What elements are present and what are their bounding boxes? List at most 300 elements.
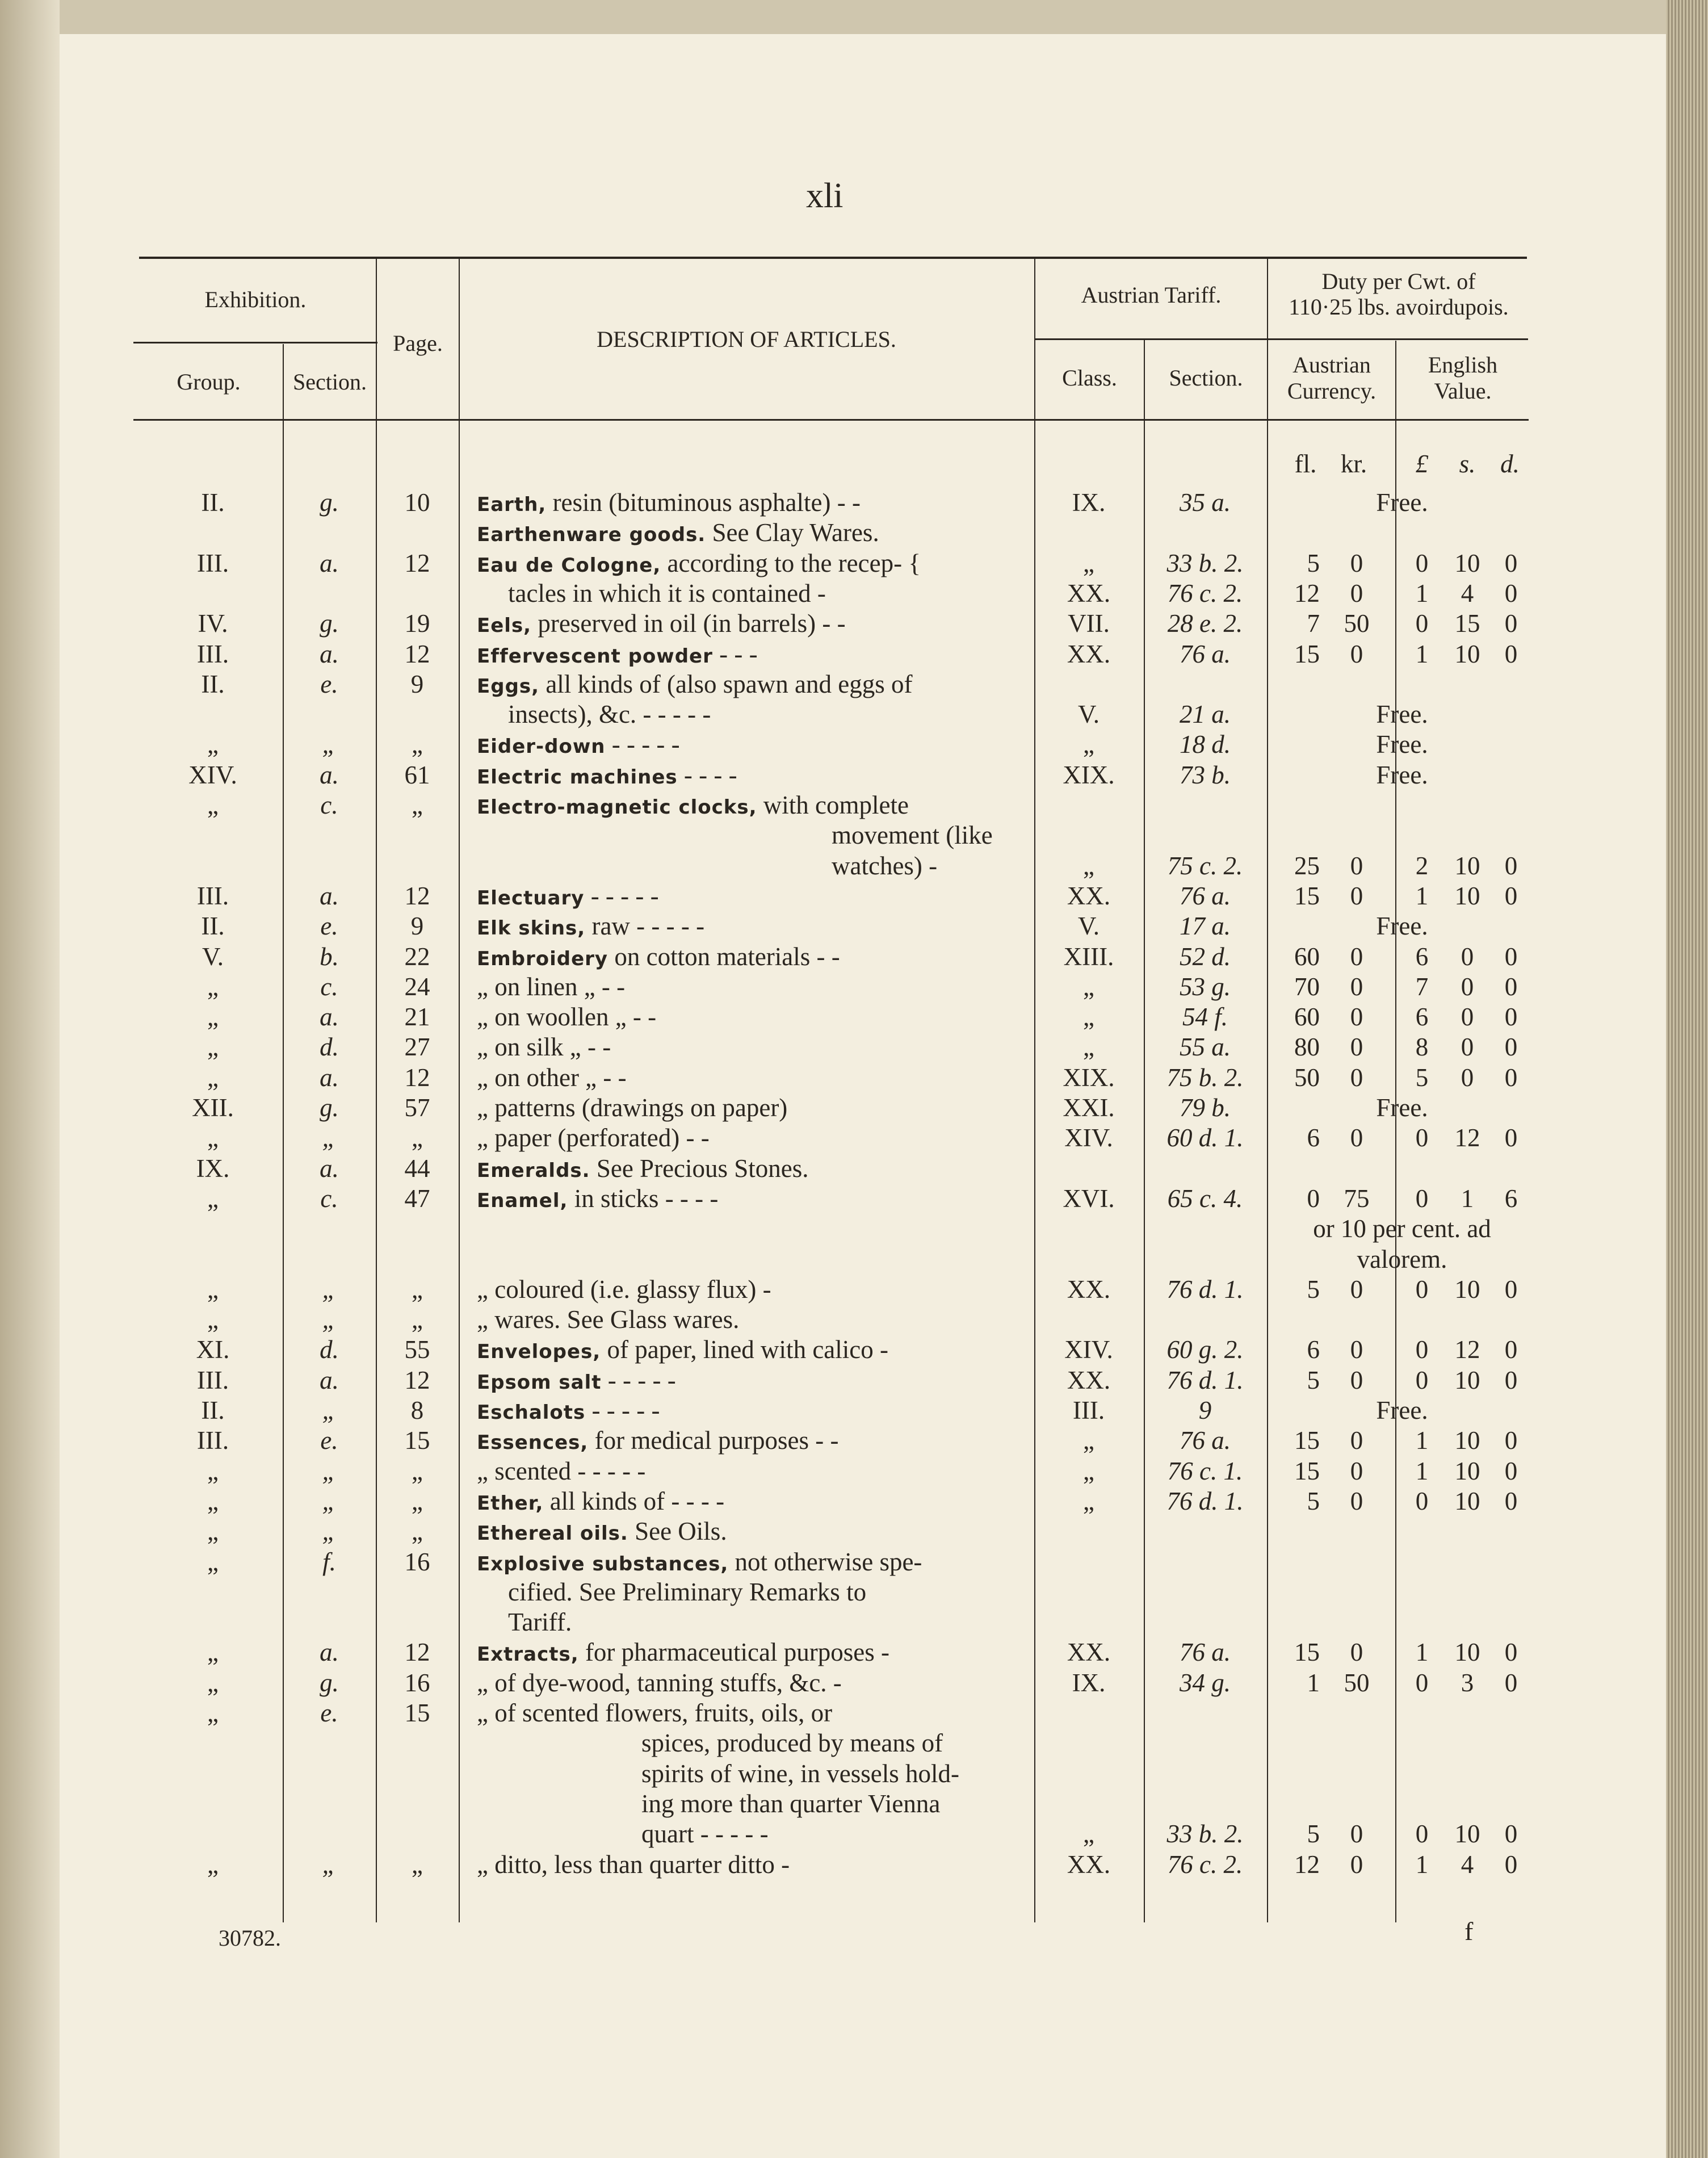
row-description [477, 971, 625, 1004]
row-page: 61 [404, 761, 430, 789]
row-section: f. [322, 1548, 336, 1576]
row-pence: 0 [1504, 1638, 1518, 1666]
row-term: Embroidery [477, 948, 608, 970]
row-group: III. [196, 882, 229, 910]
row-term-text: quart - - - - - [641, 1820, 769, 1848]
row-description [477, 1153, 809, 1186]
row-tariff-section: 76 a. [1180, 1426, 1231, 1455]
row-description [477, 1516, 727, 1549]
row-pounds: 0 [1415, 1366, 1429, 1394]
row-group: „ [207, 1850, 219, 1879]
row-pence: 0 [1504, 1335, 1518, 1364]
row-section: „ [322, 1487, 337, 1515]
row-kreuzer: 0 [1350, 973, 1363, 1001]
row-term-text: „ on silk „ - - [477, 1033, 611, 1061]
row-kreuzer: 0 [1350, 579, 1363, 607]
row-pounds: 6 [1415, 1003, 1429, 1031]
header-mid-rule-right [1034, 338, 1528, 340]
row-page: 57 [404, 1093, 430, 1122]
row-pounds: 5 [1415, 1063, 1429, 1092]
row-duty-note: Free. [1376, 730, 1428, 759]
row-term-text: spirits of wine, in vessels hold- [641, 1759, 959, 1788]
row-duty-note: Free. [1376, 488, 1428, 517]
row-description [477, 1183, 718, 1216]
row-section: e. [320, 1699, 338, 1727]
row-pounds: 0 [1415, 1669, 1429, 1697]
row-kreuzer: 0 [1350, 640, 1363, 668]
row-shillings: 0 [1461, 1063, 1474, 1092]
row-florins: 7 [1307, 609, 1320, 638]
row-florins: 5 [1307, 1487, 1320, 1515]
row-page: 15 [404, 1699, 430, 1727]
header-duty-line2: 110·25 lbs. avoirdupois. [1289, 294, 1509, 320]
col-rule-class [1034, 257, 1035, 1922]
header-section: Section. [293, 369, 367, 395]
row-page: 22 [404, 942, 430, 971]
row-shillings: 10 [1454, 1426, 1480, 1455]
row-pounds: 0 [1415, 1184, 1429, 1213]
row-tariff-section: 76 a. [1180, 882, 1231, 910]
row-tariff-section: 53 g. [1180, 973, 1231, 1001]
row-page: „ [412, 1124, 423, 1152]
row-duty-note: Free. [1376, 912, 1428, 940]
row-term-text: - - - - - [591, 1396, 660, 1424]
row-pence: 0 [1504, 1487, 1518, 1515]
row-section: e. [320, 670, 338, 698]
row-section: e. [320, 912, 338, 940]
row-page: „ [412, 1517, 423, 1545]
row-florins: 70 [1294, 973, 1320, 1001]
row-kreuzer: 0 [1350, 942, 1363, 971]
row-duty-note: valorem. [1357, 1245, 1447, 1273]
row-section: a. [320, 1366, 339, 1394]
row-pounds: 1 [1415, 882, 1429, 910]
row-page: „ [412, 1457, 423, 1485]
row-class: XIII. [1063, 942, 1114, 971]
row-class: VII. [1068, 609, 1110, 638]
row-page: 55 [404, 1335, 430, 1364]
header-page: Page. [393, 330, 443, 356]
row-description [641, 1818, 769, 1851]
row-kreuzer: 0 [1350, 1820, 1363, 1848]
row-term-text: on cotton materials - - [614, 942, 840, 971]
row-kreuzer: 0 [1350, 852, 1363, 880]
row-tariff-section: 76 d. 1. [1166, 1275, 1244, 1304]
row-shillings: 10 [1454, 882, 1480, 910]
row-pounds: 1 [1415, 1426, 1429, 1455]
row-term-text: „ paper (perforated) - - [477, 1124, 710, 1152]
row-tariff-section: 65 c. 4. [1167, 1184, 1243, 1213]
row-pounds: 7 [1415, 973, 1429, 1001]
row-florins: 0 [1307, 1184, 1320, 1213]
col-rule-tsection [1144, 338, 1145, 1922]
row-tariff-section: 34 g. [1180, 1669, 1231, 1697]
row-kreuzer: 50 [1344, 1669, 1370, 1697]
row-pence: 0 [1504, 1457, 1518, 1485]
row-group: II. [201, 912, 225, 940]
row-description [641, 1758, 959, 1791]
row-pounds: 1 [1415, 1638, 1429, 1666]
row-description [832, 820, 993, 853]
page-gutter [0, 0, 60, 2158]
row-page: 12 [404, 549, 430, 577]
row-class: XX. [1067, 1850, 1111, 1879]
row-page: 9 [410, 912, 424, 940]
page-edges [1666, 0, 1708, 2158]
row-shillings: 10 [1454, 1638, 1480, 1666]
row-section: „ [322, 1305, 337, 1334]
row-kreuzer: 0 [1350, 1487, 1363, 1515]
row-page: 12 [404, 1063, 430, 1092]
row-term-text: tacles in which it is contained - [508, 579, 826, 607]
row-tariff-section: 76 c. 2. [1167, 579, 1243, 607]
col-rule-desc [459, 257, 460, 1922]
row-class: XIV. [1064, 1335, 1113, 1364]
col-rule-page [376, 257, 377, 1922]
row-page: 21 [404, 1003, 430, 1031]
row-page: 9 [410, 670, 424, 698]
row-description [477, 1032, 611, 1065]
row-class: „ [1083, 1820, 1094, 1848]
row-section: „ [322, 1396, 337, 1424]
row-section: a. [320, 640, 339, 668]
row-pounds: 1 [1415, 1850, 1429, 1879]
row-section: g. [320, 488, 339, 517]
unit-kr: kr. [1340, 450, 1367, 478]
row-description [477, 790, 909, 823]
row-description [477, 1334, 888, 1367]
row-class: XIX. [1063, 761, 1115, 789]
row-term: Emeralds. [477, 1159, 590, 1182]
row-group: „ [207, 1063, 219, 1092]
row-term-text: with complete [763, 791, 909, 819]
row-group: III. [196, 1426, 229, 1455]
header-tariff-section: Section. [1169, 365, 1243, 391]
row-group: „ [207, 1487, 219, 1515]
row-class: XX. [1067, 1366, 1111, 1394]
row-group: „ [207, 1003, 219, 1031]
row-pounds: 6 [1415, 942, 1429, 971]
header-mid-rule-left [133, 342, 377, 343]
row-term-text: - - - - - [611, 730, 680, 759]
row-class: III. [1072, 1396, 1105, 1424]
row-shillings: 0 [1461, 1033, 1474, 1061]
row-shillings: 0 [1461, 973, 1474, 1001]
row-description [477, 1395, 660, 1428]
row-group: IX. [196, 1154, 230, 1183]
row-florins: 5 [1307, 1366, 1320, 1394]
row-class: IX. [1072, 488, 1106, 517]
row-description [477, 1274, 771, 1307]
row-group: III. [196, 549, 229, 577]
row-class: IX. [1072, 1669, 1106, 1697]
row-term: Electric machines [477, 766, 678, 789]
page-folio: xli [806, 177, 843, 215]
row-group: „ [207, 1638, 219, 1666]
row-term-text: for medical purposes - - [594, 1426, 839, 1455]
row-pounds: 1 [1415, 640, 1429, 668]
row-florins: 12 [1294, 1850, 1320, 1879]
row-pence: 0 [1504, 1669, 1518, 1697]
row-description [477, 639, 758, 672]
row-term: Earth, [477, 493, 547, 516]
row-shillings: 10 [1454, 640, 1480, 668]
row-term-text: See Clay Wares. [712, 518, 879, 547]
row-kreuzer: 0 [1350, 1638, 1363, 1666]
row-tariff-section: 35 a. [1180, 488, 1231, 517]
row-tariff-section: 73 b. [1180, 761, 1231, 789]
row-pounds: 8 [1415, 1033, 1429, 1061]
row-group: XII. [192, 1093, 234, 1122]
row-term-text: cified. See Preliminary Remarks to [508, 1578, 867, 1606]
row-term-text: in sticks - - - - [574, 1184, 719, 1213]
row-tariff-section: 55 a. [1180, 1033, 1231, 1061]
row-shillings: 1 [1461, 1184, 1474, 1213]
row-tariff-section: 76 c. 2. [1167, 1850, 1243, 1879]
row-description [641, 1788, 940, 1821]
row-class: XXI. [1063, 1093, 1115, 1122]
row-tariff-section: 9 [1198, 1396, 1212, 1424]
row-description [477, 1486, 724, 1519]
row-term: Ether, [477, 1492, 544, 1515]
row-description [641, 1728, 943, 1761]
row-shillings: 0 [1461, 942, 1474, 971]
row-pence: 0 [1504, 1063, 1518, 1092]
row-page: 16 [404, 1669, 430, 1697]
row-section: b. [320, 942, 339, 971]
row-kreuzer: 0 [1350, 549, 1363, 577]
row-term-text: „ ditto, less than quarter ditto - [477, 1850, 790, 1879]
row-description [477, 517, 879, 550]
row-page: 19 [404, 609, 430, 638]
row-term-text: „ coloured (i.e. glassy flux) - [477, 1275, 771, 1304]
row-page: „ [412, 1487, 423, 1515]
row-tariff-section: 75 c. 2. [1167, 852, 1243, 880]
row-group: II. [201, 1396, 225, 1424]
row-class: XX. [1067, 579, 1111, 607]
row-kreuzer: 0 [1350, 1033, 1363, 1061]
row-pence: 0 [1504, 609, 1518, 638]
unit-shillings: s. [1459, 450, 1476, 478]
row-term-text: resin (bituminous asphalte) - - [552, 488, 861, 517]
row-pounds: 0 [1415, 1820, 1429, 1848]
row-page: 12 [404, 640, 430, 668]
row-pounds: 2 [1415, 852, 1429, 880]
row-description [508, 1577, 866, 1610]
row-description [477, 1002, 656, 1034]
row-term: Explosive substances, [477, 1553, 729, 1575]
row-page: „ [412, 791, 423, 819]
row-class: „ [1083, 973, 1094, 1001]
row-pounds: 1 [1415, 1457, 1429, 1485]
row-duty-note: Free. [1376, 1093, 1428, 1122]
row-term: Enamel, [477, 1189, 568, 1212]
header-duty-line1: Duty per Cwt. of [1321, 269, 1476, 294]
row-pence: 0 [1504, 882, 1518, 910]
row-term-text: „ of scented flowers, fruits, oils, or [477, 1699, 833, 1727]
row-term-text: „ of dye-wood, tanning stuffs, &c. - [477, 1669, 842, 1697]
row-tariff-section: 75 b. 2. [1166, 1063, 1244, 1092]
row-description [477, 1304, 739, 1337]
row-florins: 15 [1294, 1426, 1320, 1455]
row-description [832, 850, 937, 883]
unit-pence: d. [1500, 450, 1520, 478]
row-kreuzer: 0 [1350, 882, 1363, 910]
row-duty-note: Free. [1376, 1396, 1428, 1424]
row-section: g. [320, 609, 339, 638]
header-exhibition: Exhibition. [204, 287, 307, 312]
row-shillings: 10 [1454, 549, 1480, 577]
unit-pound: £ [1415, 450, 1429, 478]
row-pounds: 0 [1415, 549, 1429, 577]
row-group: II. [201, 670, 225, 698]
row-term-text: - - - - [683, 761, 737, 789]
row-description [477, 729, 680, 762]
row-tariff-section: 18 d. [1180, 730, 1231, 759]
row-kreuzer: 75 [1344, 1184, 1370, 1213]
row-section: a. [320, 1063, 339, 1092]
row-term-text: „ scented - - - - - [477, 1457, 646, 1485]
row-term-text: „ wares. See Glass wares. [477, 1305, 740, 1334]
row-section: „ [322, 1517, 337, 1545]
row-pounds: 0 [1415, 1487, 1429, 1515]
row-term-text: movement (like [832, 821, 993, 849]
row-shillings: 0 [1461, 1003, 1474, 1031]
row-section: c. [320, 1184, 338, 1213]
row-class: XX. [1067, 1638, 1111, 1666]
row-florins: 15 [1294, 882, 1320, 910]
row-description [477, 1425, 838, 1458]
row-section: „ [322, 1850, 337, 1879]
row-term: Essences, [477, 1431, 589, 1454]
row-pence: 0 [1504, 1426, 1518, 1455]
row-term: Effervescent powder [477, 645, 713, 668]
row-page: 16 [404, 1548, 430, 1576]
row-description [477, 487, 861, 520]
row-group: „ [207, 1548, 219, 1576]
row-tariff-section: 17 a. [1180, 912, 1231, 940]
row-shillings: 10 [1454, 1487, 1480, 1515]
row-tariff-section: 76 a. [1180, 640, 1231, 668]
row-section: „ [322, 1124, 337, 1152]
row-florins: 60 [1294, 1003, 1320, 1031]
row-term-text: spices, produced by means of [641, 1729, 943, 1757]
row-group: III. [196, 640, 229, 668]
row-pounds: 0 [1415, 1124, 1429, 1152]
row-page: „ [412, 1305, 423, 1334]
row-pence: 0 [1504, 852, 1518, 880]
row-shillings: 4 [1461, 579, 1474, 607]
row-florins: 12 [1294, 579, 1320, 607]
row-tariff-section: 21 a. [1180, 700, 1231, 728]
header-austrian-tariff: Austrian Tariff. [1081, 282, 1222, 308]
row-group: II. [201, 488, 225, 517]
row-florins: 25 [1294, 852, 1320, 880]
row-tariff-section: 52 d. [1180, 942, 1231, 971]
row-class: „ [1083, 1457, 1094, 1485]
row-term-text: all kinds of - - - - [549, 1487, 725, 1515]
row-kreuzer: 50 [1344, 609, 1370, 638]
row-section: d. [320, 1335, 339, 1364]
row-tariff-section: 33 b. 2. [1166, 549, 1244, 577]
row-section: a. [320, 882, 339, 910]
row-section: „ [322, 1457, 337, 1485]
row-page: 44 [404, 1154, 430, 1183]
row-kreuzer: 0 [1350, 1426, 1363, 1455]
row-term: Eau de Cologne, [477, 554, 661, 577]
row-term-text: raw - - - - - [591, 912, 705, 940]
row-pence: 0 [1504, 1850, 1518, 1879]
row-term: Envelopes, [477, 1340, 601, 1363]
row-description [477, 881, 659, 914]
row-description [477, 1547, 922, 1579]
row-page: „ [412, 1275, 423, 1304]
unit-fl: fl. [1294, 450, 1317, 478]
row-term-text: Tariff. [508, 1608, 572, 1636]
row-section: a. [320, 761, 339, 789]
row-term: Electro-magnetic clocks, [477, 796, 757, 819]
row-term-text: ing more than quarter Vienna [641, 1790, 941, 1818]
row-shillings: 10 [1454, 852, 1480, 880]
row-shillings: 10 [1454, 1275, 1480, 1304]
row-shillings: 10 [1454, 1820, 1480, 1848]
row-term-text: „ patterns (drawings on paper) [477, 1093, 788, 1122]
row-term: Extracts, [477, 1643, 579, 1666]
row-tariff-section: 76 a. [1180, 1638, 1231, 1666]
row-pence: 0 [1504, 1124, 1518, 1152]
row-shillings: 10 [1454, 1366, 1480, 1394]
row-term-text: - - - - - [590, 882, 659, 910]
row-description [477, 1849, 790, 1882]
row-kreuzer: 0 [1350, 1003, 1363, 1031]
row-class: XX. [1067, 882, 1111, 910]
row-term-text: watches) - [832, 852, 938, 880]
header-class: Class. [1062, 365, 1117, 391]
row-pence: 6 [1504, 1184, 1518, 1213]
row-florins: 6 [1307, 1335, 1320, 1364]
row-group: „ [207, 1457, 219, 1485]
row-group: „ [207, 791, 219, 819]
row-pence: 0 [1504, 579, 1518, 607]
row-group: „ [207, 973, 219, 1001]
row-class: „ [1083, 1033, 1094, 1061]
row-description [508, 699, 711, 732]
row-term-text: See Precious Stones. [596, 1154, 809, 1183]
row-group: „ [207, 1305, 219, 1334]
row-description [477, 1122, 710, 1155]
row-page: 8 [410, 1396, 424, 1424]
row-description [477, 911, 704, 944]
row-duty-note: Free. [1376, 700, 1428, 728]
row-group: „ [207, 1033, 219, 1061]
row-class: „ [1083, 1003, 1094, 1031]
row-term-text: not otherwise spe- [735, 1548, 922, 1576]
row-term: Eschalots [477, 1401, 586, 1424]
row-section: „ [322, 1275, 337, 1304]
row-term-text: insects), &c. - - - - - [508, 700, 711, 728]
row-term-text: See Oils. [635, 1517, 727, 1545]
row-florins: 60 [1294, 942, 1320, 971]
row-section: d. [320, 1033, 339, 1061]
row-pounds: 1 [1415, 579, 1429, 607]
row-term: Eggs, [477, 675, 540, 698]
header-austrian-currency-1: Austrian [1292, 352, 1371, 378]
row-class: „ [1083, 730, 1094, 759]
row-group: XI. [196, 1335, 230, 1364]
row-description [477, 1637, 889, 1670]
row-kreuzer: 0 [1350, 1457, 1363, 1485]
row-section: c. [320, 973, 338, 1001]
